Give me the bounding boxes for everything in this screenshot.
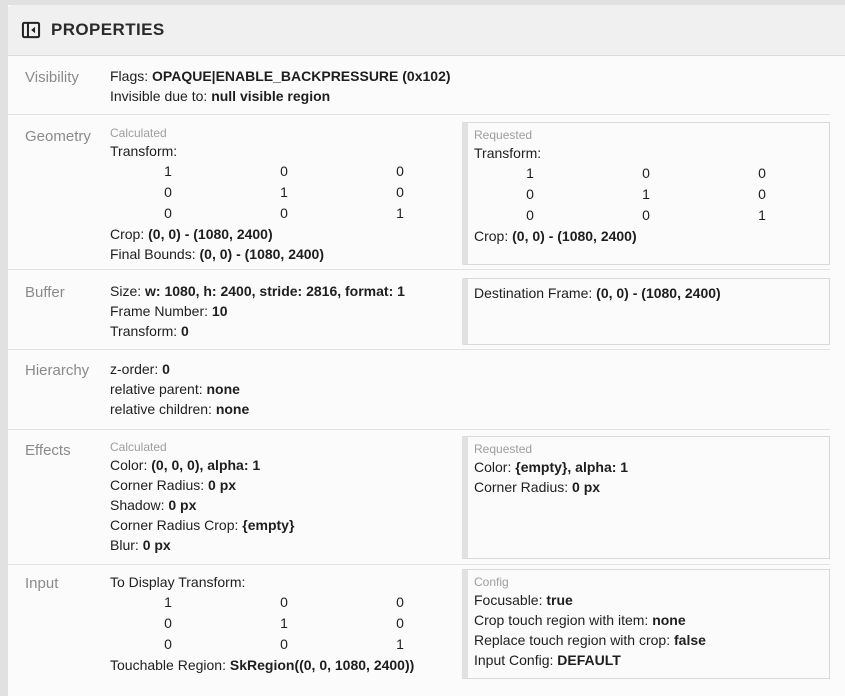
collapse-panel-button[interactable] xyxy=(18,17,44,43)
property-value: false xyxy=(674,632,706,648)
group-label-calculated: Calculated xyxy=(110,440,167,454)
panel-title: PROPERTIES xyxy=(51,20,165,39)
property-value: null visible region xyxy=(211,88,331,104)
matrix-cell: 0 xyxy=(164,636,172,652)
matrix-cell: 1 xyxy=(280,184,288,200)
properties-content xyxy=(8,56,845,696)
matrix-cell: 0 xyxy=(280,163,288,179)
effects-calculated-group xyxy=(110,439,462,564)
property-label: Destination Frame: xyxy=(474,285,593,301)
property-value: {empty} xyxy=(242,517,295,533)
property-label: To Display Transform: xyxy=(110,574,246,590)
property-value: (0, 0) - (1080, 2400) xyxy=(148,226,273,242)
effects-requested-box xyxy=(462,436,830,559)
property-value: none xyxy=(652,612,686,628)
property-value: none xyxy=(215,401,250,417)
section-label-geometry: Geometry xyxy=(25,128,91,145)
group-label-config: Config xyxy=(474,575,509,589)
property-value: 0 px xyxy=(572,479,601,495)
transform-matrix xyxy=(110,592,462,655)
section-input xyxy=(8,565,830,696)
property-row-color xyxy=(472,457,821,477)
property-label: Transform: xyxy=(110,143,178,159)
section-buffer xyxy=(8,270,830,350)
group-label-requested: Requested xyxy=(474,442,533,456)
group-label-requested: Requested xyxy=(474,128,533,142)
matrix-cell: 0 xyxy=(396,594,404,610)
section-visibility xyxy=(8,56,830,115)
properties-panel xyxy=(8,5,845,696)
matrix-cell: 1 xyxy=(396,636,404,652)
property-value: 0 px xyxy=(142,537,171,553)
property-value: 0 px xyxy=(208,477,237,493)
matrix-cell: 0 xyxy=(280,594,288,610)
property-label: Input Config: xyxy=(474,652,554,668)
input-config-box xyxy=(462,569,830,679)
section-label-input: Input xyxy=(25,575,59,592)
property-row-relative-children xyxy=(110,399,462,419)
property-label: Focusable: xyxy=(474,592,543,608)
property-label: z-order: xyxy=(110,361,159,377)
matrix-cell: 1 xyxy=(758,207,766,223)
property-row-crop xyxy=(472,226,821,246)
transform-matrix xyxy=(110,161,462,224)
property-label: relative children: xyxy=(110,401,212,417)
matrix-cell: 0 xyxy=(280,636,288,652)
property-label: Blur: xyxy=(110,537,139,553)
property-label: Replace touch region with crop: xyxy=(474,632,671,648)
matrix-cell: 0 xyxy=(396,615,404,631)
property-row-destination-frame xyxy=(472,283,821,303)
property-row-invisible-due-to xyxy=(110,86,462,106)
property-value: 0 xyxy=(181,323,189,339)
property-row-transform xyxy=(472,143,821,163)
properties-header xyxy=(8,5,845,56)
property-row-flags xyxy=(110,66,462,86)
matrix-cell: 0 xyxy=(164,184,172,200)
section-effects xyxy=(8,430,830,565)
property-row-touchable-region xyxy=(110,655,462,675)
property-value: 0 xyxy=(162,361,170,377)
property-label: Frame Number: xyxy=(110,303,209,319)
matrix-cell: 0 xyxy=(758,186,766,202)
matrix-cell: 1 xyxy=(642,186,650,202)
input-properties xyxy=(110,572,462,696)
property-label: Final Bounds: xyxy=(110,246,196,262)
property-value: true xyxy=(546,592,573,608)
matrix-cell: 1 xyxy=(164,163,172,179)
buffer-destination-frame-box xyxy=(462,278,830,345)
matrix-cell: 0 xyxy=(396,163,404,179)
matrix-cell: 0 xyxy=(526,207,534,223)
property-value: 0 px xyxy=(168,497,197,513)
property-label: Corner Radius: xyxy=(474,479,569,495)
section-geometry xyxy=(8,115,830,270)
property-label: Corner Radius Crop: xyxy=(110,517,239,533)
property-value: none xyxy=(206,381,240,397)
property-row-corner-radius xyxy=(472,477,821,497)
effects-requested-column xyxy=(462,439,830,564)
hierarchy-properties xyxy=(110,359,462,429)
matrix-cell: 0 xyxy=(758,165,766,181)
property-label: Color: xyxy=(474,459,512,475)
property-row-transform xyxy=(110,321,462,341)
property-row-blur xyxy=(110,535,462,555)
property-label: Corner Radius: xyxy=(110,477,205,493)
property-label: Transform: xyxy=(110,323,178,339)
matrix-cell: 0 xyxy=(642,207,650,223)
property-row-frame-number xyxy=(110,301,462,321)
property-row-size xyxy=(110,281,462,301)
section-label-visibility: Visibility xyxy=(25,69,79,86)
left-panel-close-icon xyxy=(20,19,42,41)
property-value: w: 1080, h: 2400, stride: 2816, format: 1 xyxy=(145,283,405,299)
transform-matrix xyxy=(472,163,821,226)
matrix-cell: 1 xyxy=(396,205,404,221)
input-config-column xyxy=(462,572,830,696)
property-row-corner-radius xyxy=(110,475,462,495)
property-row-crop xyxy=(110,224,462,244)
buffer-requested-column xyxy=(462,281,830,349)
matrix-cell: 0 xyxy=(164,205,172,221)
section-hierarchy xyxy=(8,350,830,430)
property-value: DEFAULT xyxy=(557,652,621,668)
property-row-corner-radius-crop xyxy=(110,515,462,535)
property-row-final-bounds xyxy=(110,244,462,264)
matrix-cell: 0 xyxy=(396,184,404,200)
matrix-cell: 0 xyxy=(280,205,288,221)
property-row-shadow xyxy=(110,495,462,515)
property-value: OPAQUE|ENABLE_BACKPRESSURE (0x102) xyxy=(152,68,451,84)
matrix-cell: 1 xyxy=(280,615,288,631)
property-label: relative parent: xyxy=(110,381,203,397)
section-label-hierarchy: Hierarchy xyxy=(25,362,90,379)
property-row-input-config xyxy=(472,650,821,670)
property-value: (0, 0) - (1080, 2400) xyxy=(512,228,637,244)
property-row-crop-touch-region xyxy=(472,610,821,630)
buffer-properties xyxy=(110,281,462,349)
property-label: Flags: xyxy=(110,68,149,84)
property-value: 10 xyxy=(211,303,228,319)
property-label: Crop: xyxy=(474,228,509,244)
visibility-properties xyxy=(110,66,462,114)
matrix-cell: 1 xyxy=(526,165,534,181)
property-row-z-order xyxy=(110,359,462,379)
property-value: {empty}, alpha: 1 xyxy=(515,459,629,475)
property-value: (0, 0, 0), alpha: 1 xyxy=(151,457,261,473)
property-value: SkRegion((0, 0, 1080, 2400)) xyxy=(229,657,415,673)
property-label: Transform: xyxy=(474,145,542,161)
property-row-focusable xyxy=(472,590,821,610)
property-label: Touchable Region: xyxy=(110,657,226,673)
matrix-cell: 0 xyxy=(526,186,534,202)
property-value: (0, 0) - (1080, 2400) xyxy=(199,246,325,262)
property-row-color xyxy=(110,455,462,475)
property-row-to-display-transform xyxy=(110,572,462,592)
property-row-transform xyxy=(110,141,462,161)
property-label: Size: xyxy=(110,283,142,299)
property-value: (0, 0) - (1080, 2400) xyxy=(596,285,721,301)
property-label: Color: xyxy=(110,457,148,473)
matrix-cell: 0 xyxy=(642,165,650,181)
section-label-effects: Effects xyxy=(25,442,71,459)
geometry-calculated-group xyxy=(110,125,462,269)
group-label-calculated: Calculated xyxy=(110,126,167,140)
property-label: Crop: xyxy=(110,226,145,242)
property-row-relative-parent xyxy=(110,379,462,399)
geometry-requested-column xyxy=(462,125,830,269)
property-row-replace-touch-region xyxy=(472,630,821,650)
geometry-requested-box xyxy=(462,122,830,265)
property-label: Shadow: xyxy=(110,497,165,513)
section-label-buffer: Buffer xyxy=(25,284,65,301)
property-label: Invisible due to: xyxy=(110,88,208,104)
matrix-cell: 1 xyxy=(164,594,172,610)
matrix-cell: 0 xyxy=(164,615,172,631)
property-label: Crop touch region with item: xyxy=(474,612,649,628)
